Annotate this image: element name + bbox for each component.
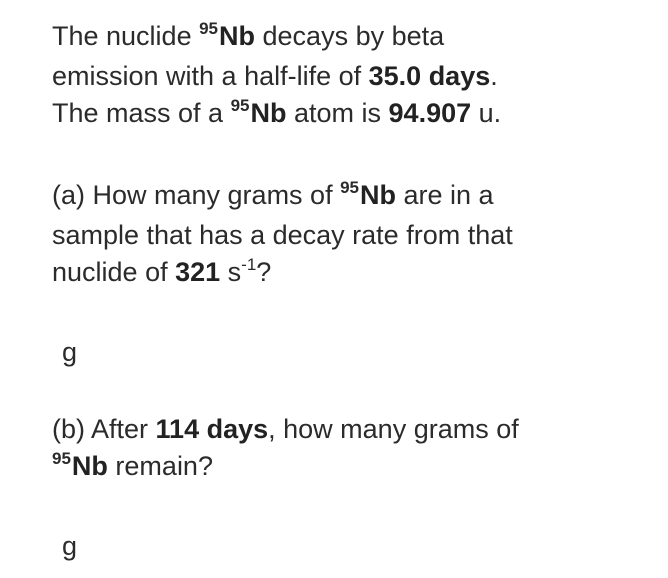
part-b-text-3: remain? [107,451,213,481]
element-symbol: Nb [250,98,287,128]
part-b-text-1: (b) After [52,414,156,444]
elapsed-days-value: 114 days [155,414,269,444]
answer-a-unit-label: g [62,337,78,367]
intro-text-2: decays by beta [255,21,445,51]
intro-text-6: atom is [286,98,389,128]
question-part-b [52,411,652,488]
rate-exponent: -1 [241,255,257,274]
intro-text-4: . [490,61,498,91]
element-symbol: Nb [360,180,396,210]
part-a-text-5: s [220,257,242,287]
part-a-text-3: sample that has a decay rate from that [52,220,513,250]
isotope-mass-number: 95 [52,449,71,468]
intro-text-5: The mass of a [52,98,231,128]
element-symbol: Nb [71,451,108,481]
decay-rate-value: 321 [175,257,221,287]
problem-intro [52,18,652,135]
part-a-text-4: nuclide of [52,257,176,287]
isotope-mass-number: 95 [340,178,359,197]
intro-text-1: The nuclide [52,21,200,51]
intro-text-3: emission with a half-life of [52,61,369,91]
isotope-mass-number: 95 [199,19,219,38]
part-a-text-6: ? [256,257,272,287]
half-life-value: 35.0 days [368,61,491,91]
problem-content [52,18,652,565]
part-b-text-2: , how many grams of [268,414,519,444]
part-a-text-1: (a) How many grams of [52,180,341,210]
atomic-mass-value: 94.907 [388,98,472,128]
isotope-mass-number: 95 [230,96,250,115]
answer-b-unit-label: g [62,531,78,561]
question-part-a [52,177,652,294]
element-symbol: Nb [219,21,256,51]
intro-text-7: u. [471,98,502,128]
part-a-text-2: are in a [396,180,494,210]
